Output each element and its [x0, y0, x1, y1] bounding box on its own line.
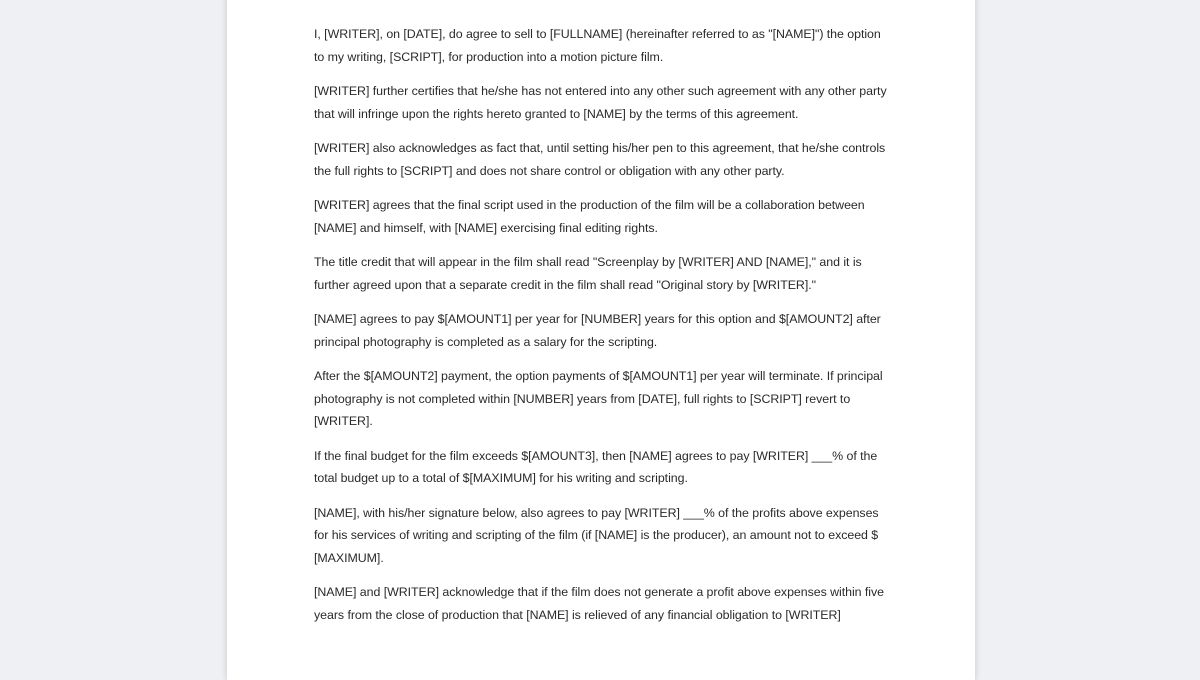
paragraph-option-payment: [NAME] agrees to pay $[AMOUNT1] per year for [NUMBER] years for this option and $[AMOUNT2] after principal photography is completed as a salary for the scripting. [314, 312, 881, 349]
document-body [314, 23, 889, 638]
paragraph-title-credit: The title credit that will appear in the film shall read "Screenplay by [WRITER] AND [NAME]," and it is further agreed upon that a separate credit in the film shall read "Original story by [WRITER]." [314, 255, 862, 292]
paragraph-profit-share: [NAME], with his/her signature below, also agrees to pay [WRITER] ___% of the profits above expenses for his services of writing and scripting of the film (if [NAME] is the producer), an amount not to exceed $ [MAXIMUM]. [314, 505, 879, 565]
paragraph-budget-bonus: If the final budget for the film exceeds $[AMOUNT3], then [NAME] agrees to pay [WRITER] ___% of the total budget up to a total of $[MAXIMUM] for his writing and scripting. [314, 448, 878, 485]
paragraph-full-rights: [WRITER] also acknowledges as fact that, until setting his/her pen to this agreement, that he/she controls the full rights to [SCRIPT] and does not share control or obligation with any other party. [314, 141, 886, 178]
paragraph-payment-termination: After the $[AMOUNT2] payment, the option payments of $[AMOUNT1] per year will terminate. If principal photography is not completed within [NUMBER] years from [DATE], full rights to [SCRIPT] revert to [WRITER]. [314, 369, 883, 428]
paragraph-no-other-agreement: [WRITER] further certifies that he/she has not entered into any other such agreement with any other party that will infringe upon the rights hereto granted to [NAME] by the terms of this agreement. [314, 84, 887, 121]
paragraph-collaboration: [WRITER] agrees that the final script used in the production of the film will be a collaboration between [NAME] and himself, with [NAME] exercising final editing rights. [314, 198, 865, 235]
paragraph-no-profit-release: [NAME] and [WRITER] acknowledge that if the film does not generate a profit above expenses within five years from the close of production that [NAME] is relieved of any financial obligation to [WRITER] [314, 585, 884, 622]
document-page [227, 0, 975, 680]
paragraph-option-grant: I, [WRITER], on [DATE], do agree to sell to [FULLNAME] (hereinafter referred to as "[NAME]") the option to my writing, [SCRIPT], for production into a motion picture film. [314, 27, 881, 64]
